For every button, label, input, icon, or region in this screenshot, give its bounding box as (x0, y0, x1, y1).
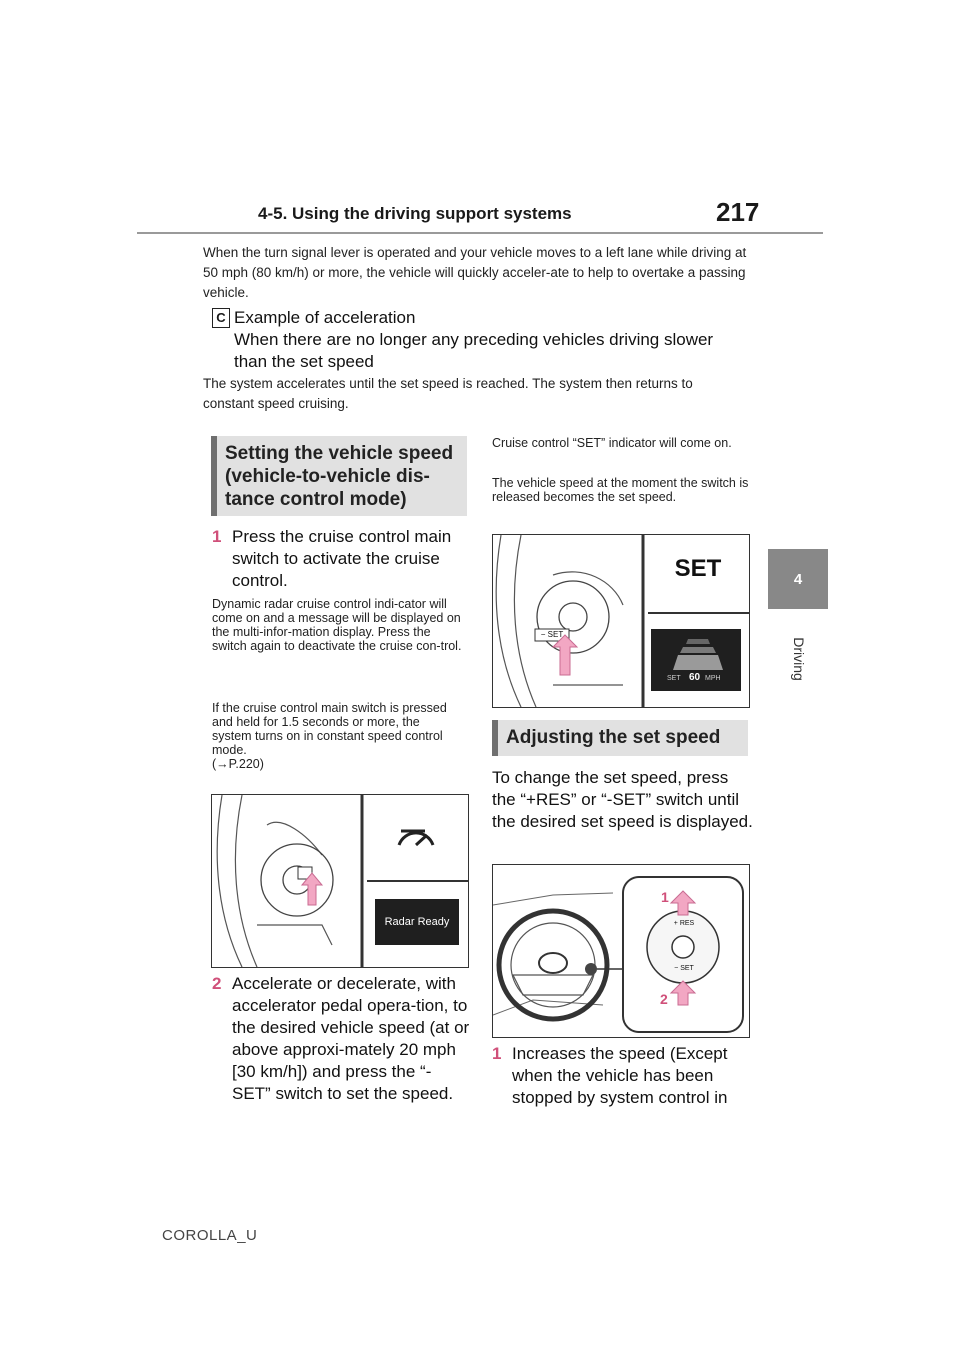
note-constant-speed: If the cruise control main switch is pressed and held for 1.5 seconds or more, the system turns on in constant speed control mode. (→P.220) (212, 701, 447, 771)
step-2 (212, 973, 470, 1105)
chapter-label: Driving (791, 637, 807, 681)
figure-set-switch (492, 534, 750, 708)
steering-wheel-illustration (493, 865, 749, 1037)
page-number: 217 (716, 197, 760, 227)
section-heading-setting-speed: Setting the vehicle speed (vehicle-to-vehicle dis- tance control mode) (211, 436, 467, 516)
chapter-number: 4 (793, 570, 803, 588)
example-title: Example of acceleration When there are no longer any preceding vehicles driving slower than the set speed (234, 308, 714, 371)
header-title: 4-5. Using the driving support systems (258, 204, 572, 223)
header-divider (137, 232, 823, 234)
set-indicator: SET (674, 555, 722, 582)
note-set-speed: The vehicle speed at the moment the switch is released becomes the set speed. (492, 476, 749, 504)
step-number: 1 (212, 527, 222, 546)
note-set-indicator: Cruise control “SET” indicator will come on. (492, 436, 732, 450)
gauge-set-label: SET (667, 675, 681, 682)
switch-label-set: − SET (540, 630, 564, 639)
res-label: + RES (673, 920, 695, 927)
gauge-unit: MPH (705, 675, 721, 682)
section-heading-adjusting-speed: Adjusting the set speed (492, 720, 748, 756)
step-text: Press the cruise control main switch to activate the cruise control. (232, 527, 452, 590)
page-reference[interactable]: (→P.220) (212, 757, 264, 771)
step-text: Accelerate or decelerate, with accelerator pedal opera-tion, to the desired vehicle speed (at or above approxi-mately 20 mph [30 km/h]) and press the “-SET” switch to set the speed. (232, 974, 470, 1103)
figure-adjust-switch (492, 864, 750, 1038)
chapter-tab[interactable] (768, 549, 828, 609)
step-1 (212, 526, 470, 592)
set-label: − SET (674, 965, 694, 972)
callout-2: 2 (660, 991, 668, 1007)
figure-main-switch (211, 794, 469, 968)
step-text: Increases the speed (Except when the vehicle has been stopped by system control in (512, 1044, 728, 1107)
example-marker: C (212, 308, 230, 328)
display-message: Radar Ready (384, 916, 450, 928)
step-number: 2 (212, 974, 222, 993)
gauge-speed: 60 (689, 672, 701, 683)
adjust-instructions: To change the set speed, press the “+RES” or “-SET” switch until the desired set speed is displayed. (492, 768, 753, 831)
step-number: 1 (492, 1044, 502, 1063)
adjust-step-1 (492, 1043, 754, 1109)
footer-model: COROLLA_U (162, 1227, 258, 1244)
radar-cruise-icon (399, 831, 433, 845)
callout-1: 1 (661, 889, 669, 905)
intro-paragraph: When the turn signal lever is operated and your vehicle moves to a left lane while driving at 50 mph (80 km/h) or more, the vehicle will quickly acceler-ate to help to overtake a passing vehicle. (203, 245, 747, 300)
example-text: The system accelerates until the set speed is reached. The system then returns to constant speed cruising. (203, 376, 693, 411)
note-indicator: Dynamic radar cruise control indi-cator will come on and a message will be displayed on the multi-infor-mation display. Press the switch again to deactivate the cruise con-trol. (212, 597, 462, 653)
